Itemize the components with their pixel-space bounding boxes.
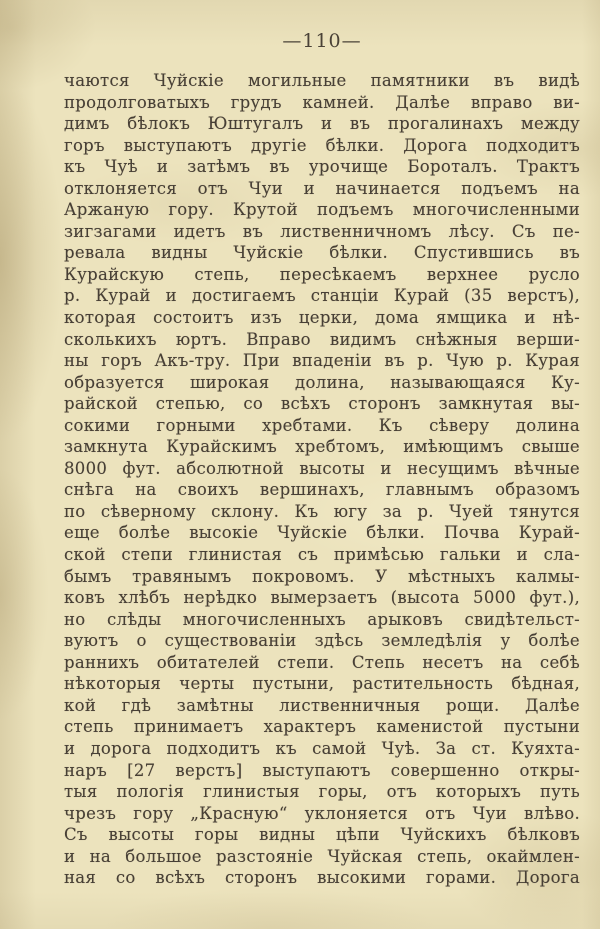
text-line: вуютъ о существованіи здѣсь земледѣлія у болѣе: [64, 631, 580, 651]
text-line: наръ [27 верстъ] выступаютъ совершенно откры-: [64, 760, 580, 780]
text-line: которая состоитъ изъ церки, дома ямщика и нѣ-: [64, 308, 580, 328]
text-line: ны горъ Акъ-тру. При впаденіи въ р. Чую р. Курая: [64, 351, 580, 371]
text-line: Съ высоты горы видны цѣпи Чуйскихъ бѣлковъ: [64, 825, 580, 845]
text-line: къ Чуѣ и затѣмъ въ урочище Бороталъ. Трактъ: [64, 157, 580, 177]
text-line: кой гдѣ замѣтны лиственничныя рощи. Далѣе: [64, 695, 580, 715]
text-line: раннихъ обитателей степи. Степь несетъ на себѣ: [64, 652, 580, 672]
page-text: [64, 70, 580, 889]
text-line: чрезъ гору „Красную“ уклоняется отъ Чуи влѣво.: [64, 803, 580, 823]
text-line: ная со всѣхъ сторонъ высокими горами. Дорога: [64, 868, 580, 888]
text-line: ской степи глинистая съ примѣсью гальки и сла-: [64, 545, 580, 565]
text-line: сокими горными хребтами. Къ сѣверу долина: [64, 415, 580, 435]
text-line: ревала видны Чуйскіе бѣлки. Спустившись въ: [64, 243, 580, 263]
text-line: тыя пологія глинистыя горы, отъ которыхъ путь: [64, 782, 580, 802]
text-line: образуется широкая долина, называющаяся Ку-: [64, 372, 580, 392]
text-line: чаются Чуйскіе могильные памятники въ видѣ: [64, 71, 580, 90]
text-line: димъ бѣлокъ Юштугалъ и въ прогалинахъ между: [64, 114, 580, 134]
text-line: р. Курай и достигаемъ станціи Курай (35 верстъ),: [64, 286, 580, 306]
text-line: еще болѣе высокіе Чуйскіе бѣлки. Почва Курай-: [64, 523, 580, 543]
text-line: продолговатыхъ грудъ камней. Далѣе вправо ви-: [64, 92, 580, 112]
page-number: —110—: [282, 30, 362, 52]
text-line: нѣкоторыя черты пустыни, растительность бѣдная,: [64, 674, 580, 694]
text-line: степь принимаетъ характеръ каменистой пустыни: [64, 717, 580, 737]
text-line: райской степью, со всѣхъ сторонъ замкнутая вы-: [64, 394, 580, 414]
text-line: горъ выступаютъ другіе бѣлки. Дорога подходитъ: [64, 135, 580, 155]
text-line: по сѣверному склону. Къ югу за р. Чуей тянутся: [64, 501, 580, 521]
text-line: бымъ травянымъ покровомъ. У мѣстныхъ калмы-: [64, 566, 580, 586]
text-line: и дорога подходитъ къ самой Чуѣ. За ст. Куяхта-: [64, 738, 580, 758]
text-line: ковъ хлѣбъ нерѣдко вымерзаетъ (высота 5000 фут.),: [64, 588, 580, 608]
text-line: снѣга на своихъ вершинахъ, главнымъ образомъ: [64, 480, 580, 500]
text-line: Аржаную гору. Крутой подъемъ многочисленными: [64, 200, 580, 220]
text-line: Курайскую степь, пересѣкаемъ верхнее русло: [64, 264, 580, 284]
text-line: 8000 фут. абсолютной высоты и несущимъ вѣчные: [64, 458, 580, 478]
text-line: и на большое разстояніе Чуйская степь, окаймлен-: [64, 846, 580, 866]
text-line: но слѣды многочисленныхъ арыковъ свидѣтельст-: [64, 609, 580, 629]
text-line: замкнута Курайскимъ хребтомъ, имѣющимъ свыше: [64, 437, 580, 457]
text-line: отклоняется отъ Чуи и начинается подъемъ на: [64, 178, 580, 198]
text-line: зигзагами идетъ въ лиственничномъ лѣсу. Съ пе-: [64, 221, 580, 241]
text-line: сколькихъ юртъ. Вправо видимъ снѣжныя верши-: [64, 329, 580, 349]
